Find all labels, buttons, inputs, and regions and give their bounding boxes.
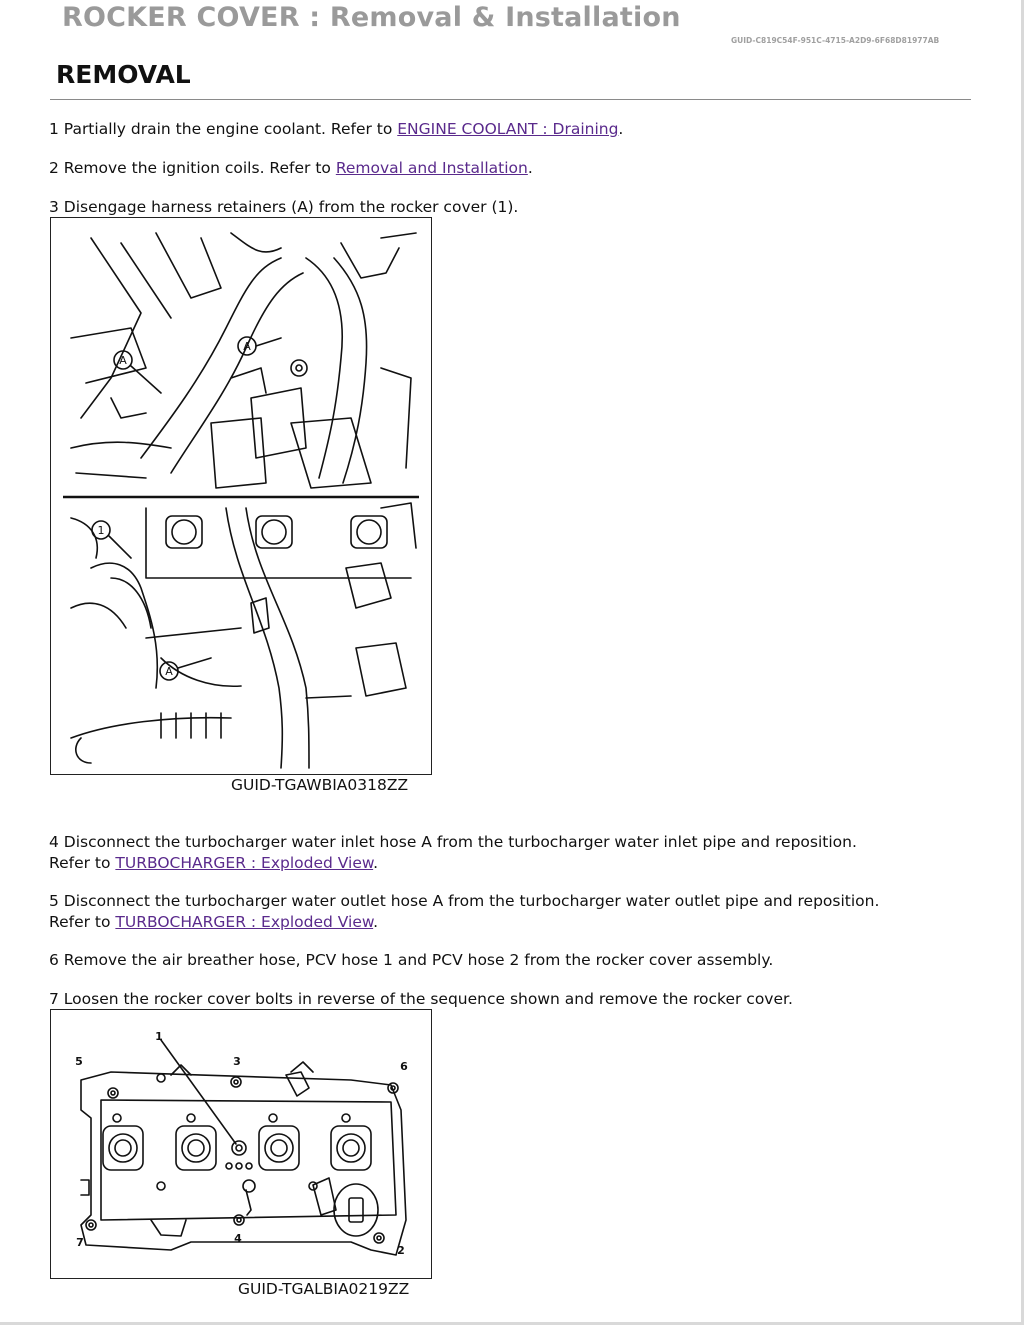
step-2-end: . <box>527 159 533 177</box>
step-6-text: 6 Remove the air breather hose, PCV hose 1 and PCV hose 2 from the rocker cover assembly. <box>49 951 774 969</box>
step-2 <box>49 158 533 179</box>
step-4 <box>49 832 857 873</box>
harness-retainer-illustration <box>51 218 431 774</box>
callout-1-rocker-cover: 1 <box>97 524 105 537</box>
step-3 <box>49 197 518 218</box>
step-7 <box>49 989 793 1010</box>
step-3-text: 3 Disengage harness retainers (A) from the rocker cover (1). <box>49 198 519 216</box>
callout-a-2: A <box>243 340 251 353</box>
document-title: ROCKER COVER : Removal & Installation <box>62 2 681 33</box>
step-4-end: . <box>373 853 379 872</box>
step-2-text: 2 Remove the ignition coils. Refer to <box>49 159 336 177</box>
step-4-line-1: 4 Disconnect the turbocharger water inlet hose A from the turbocharger water inlet pipe and reposition. <box>49 833 857 851</box>
step-4-text: Refer to <box>49 853 116 872</box>
bolt-label-3: 3 <box>233 1055 241 1068</box>
step-5-text: Refer to <box>49 912 116 931</box>
bolt-label-1: 1 <box>155 1030 163 1043</box>
link-turbocharger-exploded-view-1[interactable]: TURBOCHARGER : Exploded View <box>115 853 374 872</box>
step-5-end: . <box>373 912 379 931</box>
figure-2-caption: GUID-TGALBIA0219ZZ <box>238 1280 410 1298</box>
section-divider <box>50 99 971 100</box>
bolt-label-7: 7 <box>76 1236 84 1249</box>
link-removal-and-installation[interactable]: Removal and Installation <box>335 159 528 177</box>
step-5 <box>49 891 879 932</box>
step-1-end: . <box>618 120 624 138</box>
step-1-text: 1 Partially drain the engine coolant. Refer to <box>49 120 398 138</box>
link-turbocharger-exploded-view-2[interactable]: TURBOCHARGER : Exploded View <box>115 912 374 931</box>
bolt-label-5: 5 <box>75 1055 83 1068</box>
step-5-line-1: 5 Disconnect the turbocharger water outlet hose A from the turbocharger water outlet pipe and reposition. <box>49 892 880 910</box>
bolt-label-4: 4 <box>234 1232 242 1245</box>
bolt-label-6: 6 <box>400 1060 408 1073</box>
link-engine-coolant-draining[interactable]: ENGINE COOLANT : Draining <box>397 120 619 138</box>
bolt-label-2: 2 <box>397 1244 405 1257</box>
figure-harness-retainers <box>50 217 432 775</box>
rocker-cover-bolt-sequence-illustration <box>51 1010 431 1278</box>
step-7-text: 7 Loosen the rocker cover bolts in reverse of the sequence shown and remove the rocker cover. <box>49 990 793 1008</box>
section-title-removal: REMOVAL <box>56 60 191 89</box>
callout-a-3: A <box>165 665 173 678</box>
callout-a-1: A <box>119 354 127 367</box>
figure-1-caption: GUID-TGAWBIA0318ZZ <box>231 776 409 794</box>
document-guid: GUID-C819C54F-951C-4715-A2D9-6F68D81977AB <box>731 36 940 45</box>
step-6 <box>49 950 773 971</box>
step-1 <box>49 119 623 140</box>
figure-rocker-cover-bolt-sequence <box>50 1009 432 1279</box>
